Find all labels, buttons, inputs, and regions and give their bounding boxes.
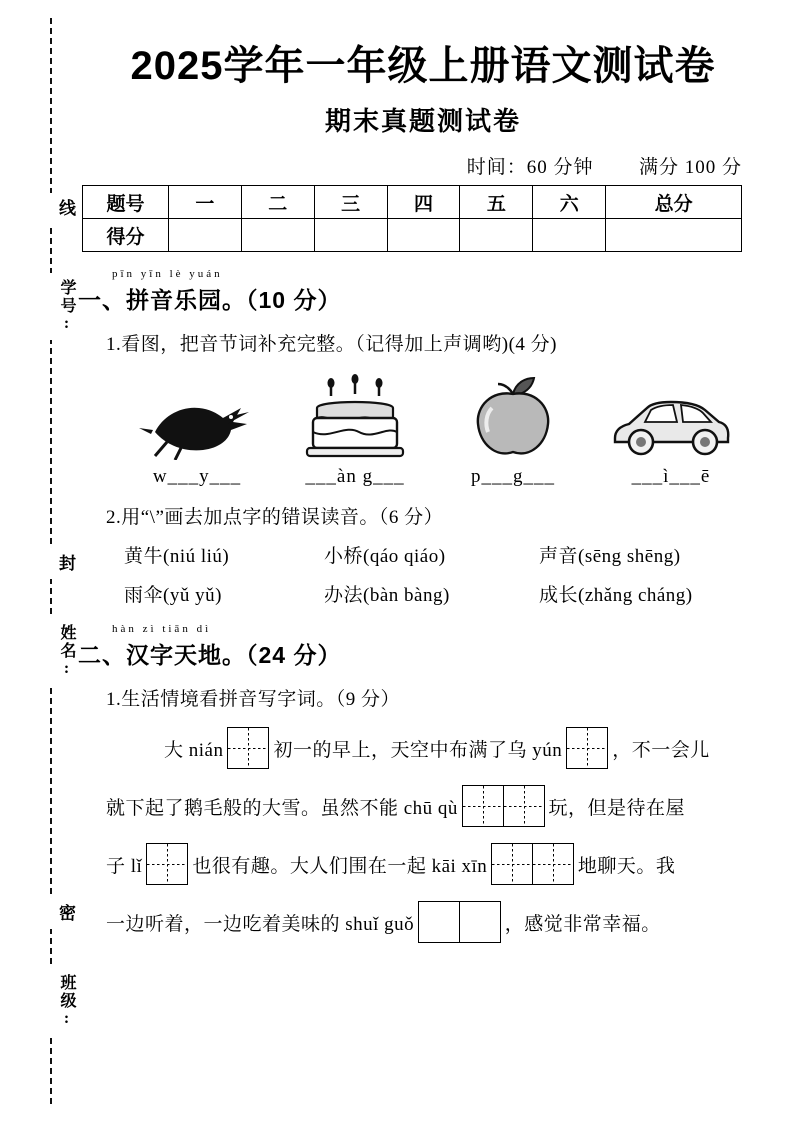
line-text: ，感觉非常幸福。 — [504, 913, 661, 935]
choice-item[interactable]: 小桥(qáo qiáo) — [324, 546, 446, 567]
writing-line-2 — [106, 785, 768, 827]
section-1-heading-text: 一、拼音乐园。（10 分） — [78, 287, 342, 313]
choice-item[interactable]: 雨伞(yǔ yǔ) — [124, 585, 222, 606]
section-hanzi — [78, 625, 768, 943]
crow-icon — [132, 368, 262, 460]
question-1-2-prompt: 2.用“\”画去加点字的错误读音。（6 分） — [106, 507, 444, 528]
score-table-cell: 总分 — [606, 186, 742, 219]
choice-item[interactable]: 声音(sēng shēng) — [539, 546, 681, 567]
blank-cake[interactable]: ___àn g___ — [305, 466, 405, 487]
score-entry-cell[interactable] — [169, 219, 242, 252]
picture-answer-blanks — [118, 466, 750, 488]
binding-label-name: 姓名: — [22, 618, 78, 685]
section-pinyin — [78, 270, 768, 607]
tianzige-grid[interactable] — [146, 843, 188, 885]
blank-car[interactable]: ___ì___ē — [631, 466, 711, 487]
page-title: 2025学年一年级上册语文测试卷 — [130, 44, 716, 88]
table-row — [83, 219, 742, 252]
score-table — [82, 185, 742, 252]
score-table-cell: 六 — [533, 186, 606, 219]
apple-icon — [448, 368, 578, 460]
score-table-cell: 二 — [241, 186, 314, 219]
score-entry-cell[interactable] — [606, 219, 742, 252]
writing-line-1 — [164, 727, 768, 769]
section-2-title — [78, 625, 768, 670]
table-row — [83, 186, 742, 219]
score-table-cell: 一 — [169, 186, 242, 219]
choice-item[interactable]: 办法(bàn bàng) — [324, 585, 450, 606]
score-entry-cell[interactable] — [314, 219, 387, 252]
time-label: 时间：60 分钟 — [466, 157, 594, 178]
score-table-header-cell: 得分 — [83, 219, 169, 252]
line-text: 就下起了鹅毛般的大雪。虽然不能 chū qù — [106, 797, 458, 819]
car-icon — [606, 368, 736, 460]
pinyin-choice-row-1 — [124, 541, 768, 568]
line-text: ，不一会儿 — [612, 739, 710, 761]
score-entry-cell[interactable] — [387, 219, 460, 252]
line-text: 也很有趣。大人们围在一起 kāi xīn — [192, 855, 488, 877]
score-table-cell: 四 — [387, 186, 460, 219]
picture-row — [118, 368, 750, 460]
line-text: 地聊天。我 — [577, 855, 676, 877]
choice-item[interactable]: 成长(zhǎng cháng) — [539, 585, 693, 606]
writing-line-3 — [106, 843, 768, 885]
line-text: 大 nián — [164, 739, 224, 761]
score-table-header-cell: 题号 — [83, 186, 169, 219]
score-entry-cell[interactable] — [241, 219, 314, 252]
pinyin-choice-row-2 — [124, 580, 768, 607]
section-2-heading-text: 二、汉字天地。（24 分） — [78, 642, 342, 668]
line-text: 一边听着，一边吃着美味的 shuǐ guǒ — [106, 913, 415, 935]
paper-content — [78, 20, 768, 943]
line-text: 初一的早上，天空中布满了乌 yún — [273, 739, 563, 761]
blank-apple[interactable]: p___g___ — [471, 466, 555, 487]
question-2-1-prompt: 1.生活情境看拼音写字词。（9 分） — [106, 689, 401, 710]
binding-label-mi: 密 — [22, 898, 78, 929]
score-table-cell: 五 — [460, 186, 533, 219]
tianzige-grid[interactable] — [566, 727, 608, 769]
binding-strip — [28, 18, 75, 1104]
score-table-cell: 三 — [314, 186, 387, 219]
binding-label-student-id: 学号: — [22, 273, 78, 340]
section-1-pinyin: pīn yīn lè yuán — [112, 268, 223, 280]
exam-meta — [78, 152, 768, 179]
tianzige-grid[interactable] — [227, 727, 269, 769]
line-text: 子 lǐ — [106, 855, 143, 877]
tianzige-grid[interactable] — [418, 901, 501, 943]
choice-item[interactable]: 黄牛(niú liú) — [124, 546, 230, 567]
total-score-label: 满分 100 分 — [638, 157, 742, 178]
tianzige-grid[interactable] — [462, 785, 545, 827]
writing-line-4 — [106, 901, 768, 943]
binding-label-xian: 线 — [22, 193, 78, 224]
score-entry-cell[interactable] — [460, 219, 533, 252]
binding-label-class: 班级: — [22, 968, 78, 1035]
question-1-1-prompt: 1.看图，把音节词补充完整。（记得加上声调哟)(4 分) — [106, 334, 557, 355]
page-subtitle: 期末真题测试卷 — [324, 107, 521, 136]
line-text: 玩，但是待在屋 — [548, 797, 686, 819]
section-2-pinyin: hàn zì tiān dì — [112, 623, 212, 635]
binding-label-feng: 封 — [22, 548, 78, 579]
tianzige-grid[interactable] — [491, 843, 574, 885]
cake-icon — [290, 368, 420, 460]
section-1-title — [78, 270, 768, 315]
blank-crow[interactable]: w___y___ — [152, 466, 242, 487]
score-entry-cell[interactable] — [533, 219, 606, 252]
